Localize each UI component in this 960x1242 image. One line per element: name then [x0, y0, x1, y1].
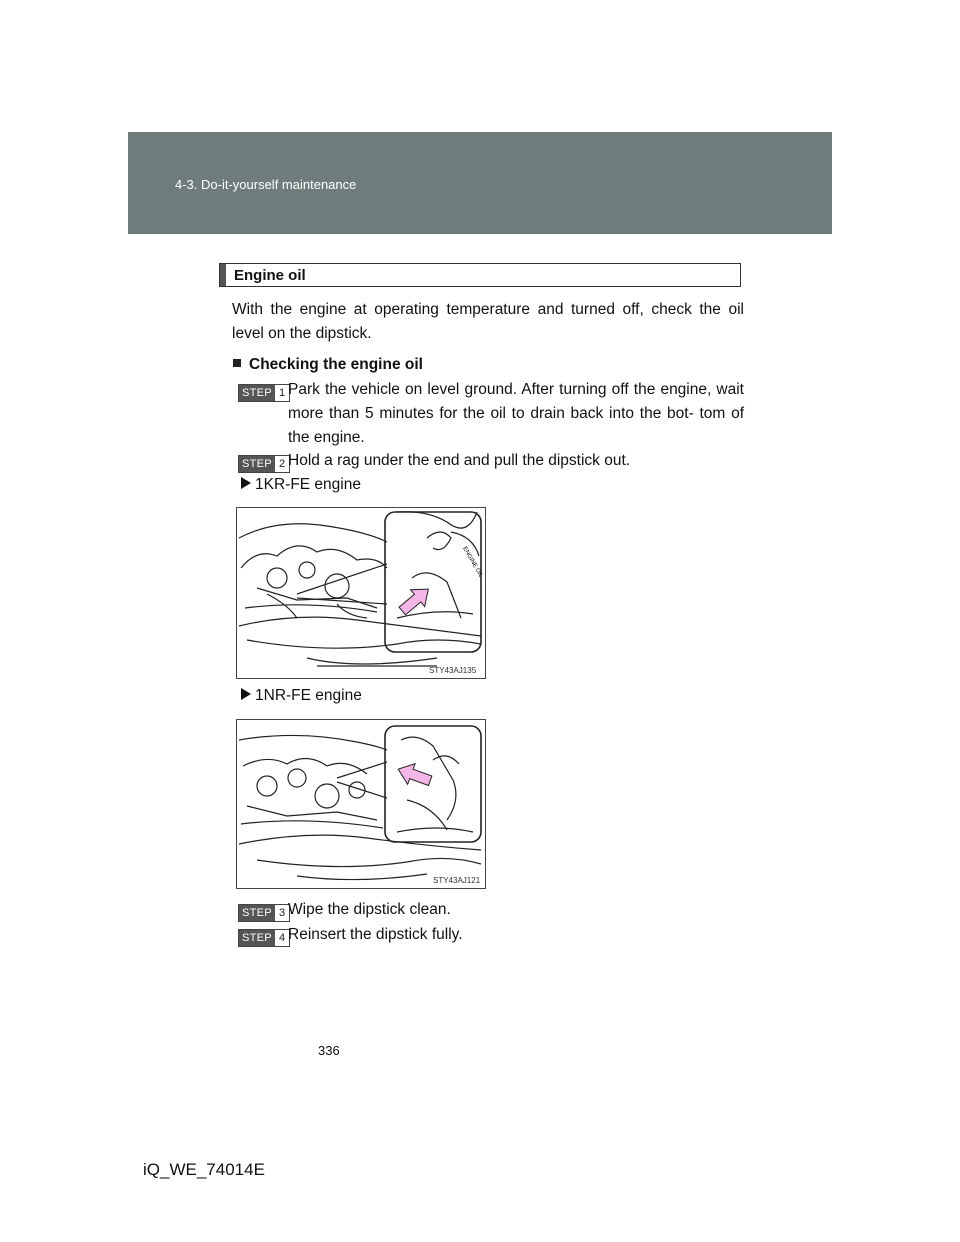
step-badge: STEP 3 — [238, 904, 290, 922]
section-heading: Engine oil — [234, 267, 306, 284]
engine-figure-1nr — [236, 719, 486, 889]
engine-variant-1 — [241, 476, 361, 494]
section-heading-box — [219, 263, 741, 287]
step-4 — [238, 923, 463, 947]
step-3 — [238, 898, 451, 922]
step-text: Park the vehicle on level ground. After turning off the engine, wait more than 5 minutes for the oil to drain back into the bot- tom of the engine. — [288, 381, 744, 446]
triangle-pointer-icon — [241, 688, 251, 700]
step-badge: STEP 4 — [238, 929, 290, 947]
figure-code: STY43AJ121 — [433, 876, 481, 885]
subheading — [233, 356, 423, 374]
page-number: 336 — [318, 1043, 340, 1058]
step-badge: STEP 1 — [238, 384, 290, 402]
step-badge: STEP 2 — [238, 455, 290, 473]
step-text: Wipe the dipstick clean. — [288, 901, 451, 918]
section-title: 4-3. Do-it-yourself maintenance — [175, 177, 357, 192]
heading-accent-bar — [220, 264, 226, 286]
engine-bay-illustration — [237, 720, 485, 888]
intro-paragraph: With the engine at operating temperature and turned off, check the oil level on the dipstick. — [232, 301, 744, 342]
step-text: Reinsert the dipstick fully. — [288, 926, 463, 943]
engine-label: 1KR-FE engine — [255, 476, 361, 493]
figure-code: STY43AJ135 — [429, 666, 477, 675]
square-bullet-icon — [233, 359, 241, 367]
step-text: Hold a rag under the end and pull the dipstick out. — [288, 452, 631, 469]
engine-label: 1NR-FE engine — [255, 687, 362, 704]
engine-bay-illustration — [237, 508, 485, 678]
oil-cap-text: ENGINE OIL — [461, 546, 484, 579]
engine-figure-1kr — [236, 507, 486, 679]
engine-variant-2 — [241, 687, 362, 705]
document-code: iQ_WE_74014E — [143, 1160, 265, 1179]
triangle-pointer-icon — [241, 477, 251, 489]
subheading-text: Checking the engine oil — [249, 356, 423, 373]
step-2 — [238, 449, 631, 473]
step-1 — [238, 378, 744, 446]
